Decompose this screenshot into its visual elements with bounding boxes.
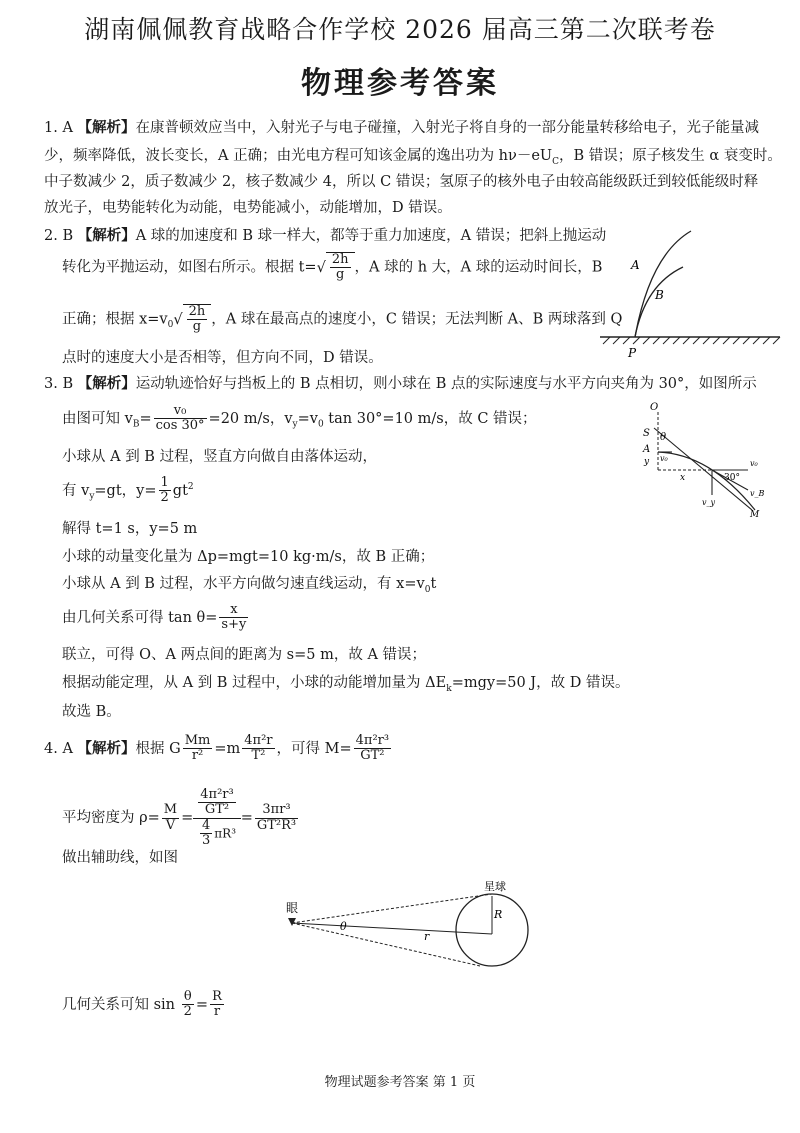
q4-frac-den-1: r² bbox=[191, 748, 204, 764]
q3-line-9 bbox=[62, 643, 426, 664]
label-a: A bbox=[643, 444, 651, 455]
q4-number: 4. A bbox=[44, 740, 73, 757]
q1-line-1 bbox=[44, 116, 759, 137]
q2-frac-num-2: 2h bbox=[188, 304, 206, 319]
q4-tag: 【解析】 bbox=[77, 739, 136, 757]
school-title: 湖南佩佩教育战略合作学校 2026 届高三第二次联考卷 bbox=[84, 15, 716, 44]
doc-title: 物理参考答案 bbox=[301, 66, 499, 101]
q3-sub-5: 0 bbox=[424, 584, 431, 595]
q3-text-8a: 由几何关系可得 tan θ= bbox=[62, 609, 218, 626]
q3-text-11: 故选 B。 bbox=[62, 704, 121, 720]
q3-text-7a: 小球从 A 到 B 过程，水平方向做匀速直线运动，有 x=v bbox=[62, 576, 425, 592]
label-angle: 30° bbox=[724, 473, 740, 483]
q4-line-1 bbox=[44, 734, 393, 764]
q3-sub-3: 0 bbox=[317, 419, 324, 430]
q3-text-2a: 由图可知 v bbox=[62, 410, 133, 427]
q2-trajectory-figure bbox=[595, 225, 785, 365]
q4-text-4a: 几何关系可知 sin bbox=[62, 996, 180, 1013]
q4-text-1a: 根据 G bbox=[135, 740, 181, 757]
label-r-small: r bbox=[424, 930, 430, 943]
q3-line-6 bbox=[62, 545, 434, 566]
q3-text-9: 联立，可得 O、A 两点间的距离为 s=5 m，故 A 错误； bbox=[62, 647, 427, 663]
q4-frac-den-6: 2 bbox=[183, 1004, 192, 1020]
trajectory-a bbox=[635, 231, 691, 337]
q3-text-4b: =gt，y= bbox=[94, 482, 157, 499]
q2-text-3b: ，A 球在最高点的速度小，C 错误；无法判断 A、B 两球落到 Q bbox=[211, 311, 623, 328]
q4-line-2: 平均密度为 ρ= $\frac{M}{V}$ = $\frac{\text{4π²r³}}{\text{GT²}}$ $\frac{4}{3}$ πR³ = $\frac{\text{3πr³}}{\text{GT²R³}}$ bbox=[62, 787, 297, 848]
q1-line-4 bbox=[44, 196, 452, 217]
q3-text-5: 解得 t=1 s，y=5 m bbox=[62, 521, 198, 537]
q4-frac-num-1: Mm bbox=[184, 733, 211, 748]
label-eye: 眼 bbox=[286, 901, 299, 915]
q2-line-2 bbox=[62, 252, 602, 283]
q3-text-10b: =mgy=50 J，故 D 错误。 bbox=[451, 675, 630, 691]
q4-frac-den-5: GT²R³ bbox=[256, 817, 297, 833]
q4-frac-num-4: M bbox=[163, 802, 178, 818]
q4-bottom-rest: πR³ bbox=[214, 825, 236, 840]
center-line bbox=[292, 923, 492, 934]
q4-text-2a: 平均密度为 ρ= bbox=[62, 810, 160, 827]
q4-text-1b: =m bbox=[214, 740, 241, 757]
q3-line-5 bbox=[62, 517, 197, 538]
ground-hatch bbox=[603, 337, 780, 344]
label-vb: v₀ bbox=[750, 459, 758, 468]
q3-tag: 【解析】 bbox=[77, 375, 136, 392]
page-footer: 物理试题参考答案 第 1 页 bbox=[324, 1075, 476, 1090]
q2-text-3a: 正确；根据 x=v bbox=[62, 311, 168, 328]
q1-number: 1. A bbox=[44, 120, 73, 136]
q2-number: 2. B bbox=[44, 228, 74, 244]
q3-text-6: 小球的动量变化量为 Δp=mgt=10 kg·m/s，故 B 正确； bbox=[62, 549, 435, 565]
q2-text-2b: ，A 球的 h 大，A 球的运动时间长，B bbox=[354, 259, 603, 276]
q4-inner-num: 4π²r³ bbox=[200, 787, 234, 802]
q2-text-2a: 转化为平抛运动，如图右所示。根据 t= bbox=[62, 259, 317, 276]
q3-sub-1: B bbox=[132, 419, 140, 430]
tangent-upper bbox=[292, 894, 492, 923]
q3-line-7 bbox=[62, 572, 436, 595]
label-v0: v₀ bbox=[660, 454, 668, 463]
q4-frac-den-7: r bbox=[213, 1004, 221, 1020]
q3-number: 3. B bbox=[44, 376, 74, 392]
q4-frac-num-2: 4π²r bbox=[244, 733, 273, 748]
q4-frac-num-5: 3πr³ bbox=[255, 803, 298, 818]
q1-text-2: 少，频率降低，波长变长，A 正确；由光电方程可知该金属的逸出功为 hν－eU bbox=[44, 148, 553, 164]
q2-sqrt-2: √ $\frac{2h}{g}$ bbox=[173, 304, 211, 335]
q1-text-4: 放光子，电势能转化为动能，电势能减小，动能增加，D 错误。 bbox=[44, 200, 452, 216]
q3-trajectory-figure bbox=[640, 400, 770, 525]
q1-text-1: 在康普顿效应当中，入射光子与电子碰撞，入射光子将自身的一部分能量转移给电子，光子能量减 bbox=[135, 120, 760, 136]
q2-line-4 bbox=[62, 346, 383, 367]
q3-line-4 bbox=[62, 476, 194, 506]
q3-frac-num-3: x bbox=[219, 603, 248, 618]
q4-inner-den: GT² bbox=[204, 802, 230, 818]
q3-sub-4: y bbox=[89, 491, 95, 502]
q2-line-1 bbox=[44, 224, 606, 245]
q4-compound-fraction bbox=[193, 788, 240, 848]
label-theta: θ bbox=[340, 920, 347, 933]
label-x: x bbox=[680, 473, 686, 483]
q2-tag: 【解析】 bbox=[77, 227, 136, 244]
q1-line-3 bbox=[44, 170, 758, 191]
q4-bottom-den: 3 bbox=[201, 832, 211, 848]
q3-frac-den-3: s+y bbox=[221, 617, 247, 633]
q3-frac-den-2: 2 bbox=[160, 490, 169, 506]
q4-text-3: 做出辅助线，如图 bbox=[62, 850, 178, 866]
q1-text-3: 中子数减少 2，质子数减少 2，核子数减少 4，所以 C 错误；氢原子的核外电子由较高能级跃迁到较低能级时释 bbox=[44, 174, 759, 190]
tangent-lower bbox=[292, 923, 480, 966]
label-o: O bbox=[650, 402, 659, 413]
q3-text-2b: =20 m/s，v bbox=[208, 410, 293, 427]
q3-line-10 bbox=[62, 671, 629, 694]
q4-frac-den-2: T² bbox=[251, 748, 266, 764]
q2-text-1: A 球的加速度和 B 球一样大，都等于重力加速度，A 错误；把斜上抛运动 bbox=[135, 228, 607, 244]
q4-frac-num-3: 4π²r³ bbox=[355, 733, 390, 748]
q1-text-2b: ，B 错误；原子核发生 α 衰变时。 bbox=[559, 148, 782, 164]
q2-line-3 bbox=[62, 304, 622, 335]
q2-sqrt-1: √ $\frac{2h}{g}$ bbox=[317, 252, 355, 283]
q3-line-11 bbox=[62, 700, 121, 721]
q4-star-figure bbox=[280, 878, 540, 978]
q3-text-2c: =v bbox=[297, 410, 318, 427]
q3-text-1: 运动轨迹恰好与挡板上的 B 点相切，则小球在 B 点的实际速度与水平方向夹角为 30°，如图所示 bbox=[135, 376, 757, 392]
q3-sup: 2 bbox=[187, 481, 194, 492]
q3-text-4c: gt bbox=[172, 482, 188, 499]
q4-frac-den-4: V bbox=[165, 817, 176, 833]
label-b: B bbox=[655, 288, 664, 302]
q3-line-3 bbox=[62, 445, 377, 466]
q3-sub-6: k bbox=[446, 683, 452, 694]
q3-sub-2: y bbox=[292, 419, 298, 430]
q2-frac-den-1: g bbox=[336, 267, 345, 283]
q3-text-3: 小球从 A 到 B 过程，竖直方向做自由落体运动， bbox=[62, 449, 378, 465]
q4-line-3 bbox=[62, 846, 178, 867]
q3-frac-num-1: v₀ bbox=[154, 404, 207, 419]
q2-frac-num-1: 2h bbox=[331, 252, 349, 267]
q1-tag: 【解析】 bbox=[77, 119, 136, 136]
label-vy: v_y bbox=[702, 498, 716, 507]
q4-bottom-num: 4 bbox=[201, 817, 211, 833]
q4-text-1c: ，可得 M= bbox=[276, 740, 352, 757]
label-r-big: R bbox=[494, 908, 503, 921]
label-theta: θ bbox=[660, 432, 667, 443]
label-y: y bbox=[644, 457, 650, 467]
label-a: A bbox=[631, 258, 640, 272]
q2-frac-den-2: g bbox=[192, 319, 202, 335]
q3-text-4a: 有 v bbox=[62, 482, 90, 499]
label-m: M bbox=[750, 510, 760, 520]
label-star: 星球 bbox=[484, 880, 506, 893]
q3-frac-den-1: cos 30° bbox=[155, 418, 205, 434]
eye-icon bbox=[288, 918, 296, 926]
label-p: P bbox=[628, 346, 637, 360]
q3-line-2: 由图可知 $v_B=$ $\frac{\text{v₀}}{\cos 30^\circ}$ =20 m/s，$v_y=v_0$ tan 30°=10 m/s，故 C 错误； bbox=[62, 403, 537, 434]
label-vb2: v_B bbox=[750, 489, 765, 498]
q3-line-1 bbox=[44, 372, 757, 393]
q3-text-2d: tan 30°=10 m/s，故 C 错误； bbox=[323, 410, 537, 427]
q3-text-7b: t bbox=[430, 576, 437, 592]
q4-frac-den-3: GT² bbox=[360, 748, 385, 764]
trajectory-b bbox=[635, 267, 683, 337]
q2-text-4: 点时的速度大小是否相等，但方向不同，D 错误。 bbox=[62, 350, 383, 366]
q4-line-4: 几何关系可知 sin $\frac{\theta}{2}$ = $\frac{R}{r}$ bbox=[62, 989, 222, 1020]
label-s: S bbox=[643, 428, 650, 439]
q1-line-2 bbox=[44, 144, 782, 167]
q1-sub: C bbox=[552, 156, 560, 167]
q3-text-10a: 根据动能定理，从 A 到 B 过程中，小球的动能增加量为 ΔE bbox=[62, 675, 447, 691]
q4-frac-num-6: θ bbox=[182, 990, 194, 1005]
q3-frac-num-2: 1 bbox=[160, 475, 169, 490]
q2-sub: 0 bbox=[167, 320, 174, 331]
q3-line-8 bbox=[62, 603, 250, 633]
q4-frac-num-7: R bbox=[212, 989, 222, 1004]
